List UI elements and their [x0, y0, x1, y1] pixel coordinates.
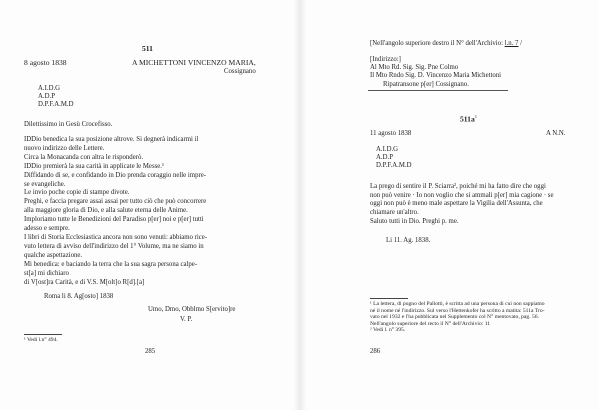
footnote-line: ¹ La lettera, di pugno del Pallotti, è scritta ad una persona di cui non sappiamo: [370, 301, 545, 307]
right-page: [300, 0, 599, 410]
body-line: chiamare un'altro.: [370, 209, 419, 217]
body-line: Preghi, e faccia pregare assai assai per tutto ciò che può concorrere: [24, 198, 207, 206]
body-line: adesso e sempre.: [24, 225, 70, 233]
footnote-line: ² Vedi l. n° 395.: [370, 327, 406, 334]
left-invocation: [38, 85, 74, 109]
left-recipient: A MICHETTONI VINCENZO MARIA,: [132, 58, 256, 67]
archive-note-text: [Nell'angolo superiore destro il N° dell'Archivio: l.n. 7 /: [370, 40, 523, 47]
letter-number-footnote-ref: 1: [474, 114, 478, 119]
right-page-number: 286: [370, 348, 381, 355]
footnote-line: vato nel 1932 e l'ha pubblicata nel Supplemento col N° mentovato, pag. 56.: [370, 314, 539, 321]
right-address-block: [370, 56, 501, 89]
right-body: [370, 183, 553, 227]
body-line: vuto lettera di avviso dell'indirizzo del 1° Volume, ma ne siamo in: [24, 242, 204, 250]
body-line: Saluto tutti in Dio. Preghi p. me.: [370, 217, 459, 225]
body-line: Diffidando di se, e confidando in Dio prenda coraggio nelle impre-: [24, 171, 207, 179]
right-archive-note: [370, 40, 522, 48]
left-recipient-place: Cossignano: [224, 68, 256, 75]
body-line: alla maggiore gloria di Dio, e alla salute eterna delle Anime.: [24, 207, 188, 215]
right-footnote-rule: [370, 298, 408, 299]
address-line: Al Mto Rd. Sig. Sig. Pne Colmo: [370, 64, 459, 72]
invocation-line: A.D.P: [376, 154, 393, 162]
body-line: qualche aspettazione.: [24, 251, 83, 259]
body-line: IDDio benedica la sua posizione altrove. Si degnerà indicarmi il: [24, 136, 199, 143]
address-underline: [368, 90, 508, 91]
body-line: Mi benedica: e baciando la terra che la sua sagra persona calpe-: [24, 260, 198, 268]
address-line: Il Mto Rndo Sig. D. Vincenzo Maria Michettoni: [370, 72, 502, 80]
address-line: Ripatransone p[er] Cossignano.: [383, 80, 469, 88]
body-line: Imploriamo tutte le Benedizioni del Paradiso p[er] noi e p[er] tutti: [24, 216, 204, 224]
body-line: oggi non può è meno male aspettare la Vigilia dell'Assunta, che: [370, 200, 543, 208]
left-signature-line2: V. P.: [180, 316, 193, 323]
right-recipient: A N.N.: [546, 130, 566, 137]
left-footnote: ¹ Vedi l.n° 494.: [24, 337, 58, 343]
left-body: [24, 136, 207, 287]
footnote-line: Nell'angolo superiore del recto il N° dell'Archivio: 11: [370, 320, 491, 327]
invocation-line: A.I.D.G: [376, 146, 399, 153]
archive-ref-underlined: l.n. 7: [504, 40, 519, 47]
body-line: IDDio premierà la sua carità in applicate le Messe.¹: [24, 162, 164, 170]
invocation-line: D.P.F.A.M.D: [38, 101, 74, 108]
invocation-line: A.I.D.G: [38, 85, 61, 92]
right-date: 11 agosto 1838: [370, 130, 412, 137]
body-line: st[a] mi dichiaro: [24, 269, 69, 277]
letter-number-text: 511a: [460, 114, 475, 124]
left-closing-place: Roma li 8. Ag[osto] 1838: [44, 293, 114, 300]
body-line: di V[ost]ra Carità, e di V.S. M[olt]o R[d].[a]: [24, 278, 145, 286]
body-line: La prego di sentire il P. Sciarra², poiché mi ha fatto dire che oggi: [370, 183, 546, 190]
address-line: [Indirizzo:]: [370, 56, 401, 63]
footnote-line: né il nome né l'indirizzo. Sul verso l'Hettenkofer ha scritto a matita: 511a Tro-: [370, 307, 545, 314]
right-letter-number: [460, 112, 477, 124]
right-invocation: [376, 146, 412, 171]
body-line: I libri di Storia Ecclesiastica ancora non sono venuti: abbiamo rice-: [24, 233, 208, 241]
body-line: nuovo indirizzo delle Lettere.: [24, 144, 105, 152]
left-salutation: Dilettissimo in Gesù Crocefisso.: [24, 121, 113, 128]
left-footnote-rule: [24, 334, 62, 335]
invocation-line: D.P.F.A.M.D: [376, 162, 412, 170]
body-line: non può venire · Io non voglio che si ammali p[er] mia cagione · se: [370, 191, 554, 199]
left-signature-line1: Umo, Dmo, Obblmo S[ervito]re: [148, 306, 236, 313]
body-line: Le invio poche copie di stampe divote.: [24, 189, 130, 197]
left-letter-number: 511: [142, 44, 153, 53]
left-date: 8 agosto 1838: [24, 58, 67, 67]
right-footnotes: [370, 301, 545, 334]
left-page-number: 285: [145, 348, 156, 355]
body-line: Circa la Monacanda con altra le risponderò.: [24, 153, 144, 161]
body-line: se evangeliche.: [24, 180, 66, 188]
invocation-line: A.D.P: [38, 93, 55, 100]
right-closing: Li 11. Ag. 1838.: [386, 237, 431, 244]
